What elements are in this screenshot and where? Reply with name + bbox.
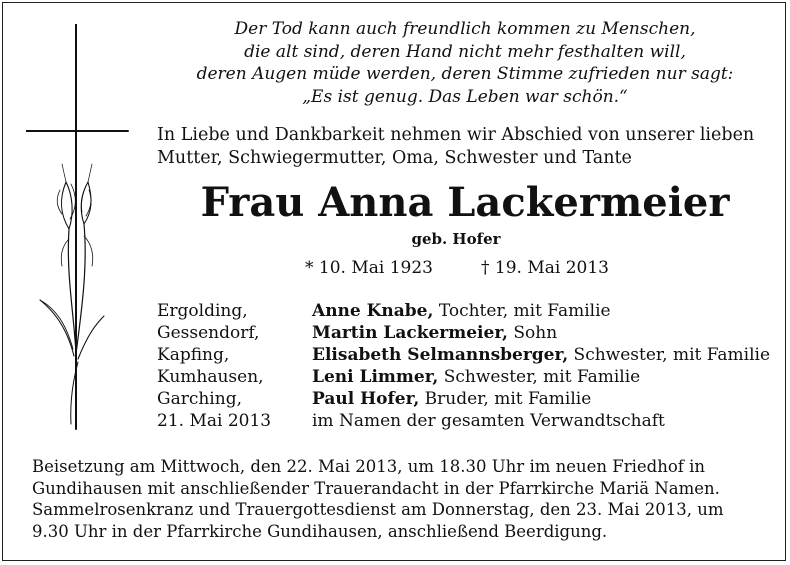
funeral-line: Gundihausen mit anschließender Trauerandacht in der Pfarrkirche Mariä Namen.	[32, 478, 720, 498]
poem-line: deren Augen müde werden, deren Stimme zufrieden nur sagt:	[196, 64, 734, 84]
poem-line: die alt sind, deren Hand nicht mehr festhalten will,	[244, 41, 686, 62]
maiden-name: geb. Hofer	[411, 230, 501, 248]
poem-line: „Es ist genug. Das Leben war schön.“	[302, 86, 628, 107]
mourner-name: Martin Lackermeier,	[312, 323, 508, 343]
mourner-name: Elisabeth Selmannsberger,	[312, 345, 569, 365]
mourner-row	[157, 388, 777, 410]
mourner-relation: Tochter, mit Familie	[438, 301, 611, 321]
mourner-row	[157, 300, 777, 322]
cross-with-wheat-icon	[26, 24, 136, 448]
mourner-place: Kumhausen,	[157, 367, 264, 387]
birth-date: * 10. Mai 1923	[305, 258, 433, 278]
mourner-place: Ergolding,	[157, 301, 248, 321]
mourner-row	[157, 366, 777, 388]
mourner-relation: Schwester, mit Familie	[573, 345, 771, 365]
notice-date: 21. Mai 2013	[157, 411, 272, 431]
mourner-place: Kapfing,	[157, 345, 230, 365]
mourner-name: Anne Knabe,	[312, 301, 434, 321]
intro-text	[157, 124, 777, 170]
funeral-details	[32, 456, 762, 542]
intro-line: Mutter, Schwiegermutter, Oma, Schwester und Tante	[157, 148, 632, 168]
poem	[150, 18, 780, 108]
mourner-relation: Sohn	[513, 323, 558, 343]
mourner-place: Gessendorf,	[157, 323, 260, 343]
mourner-relation: Bruder, mit Familie	[424, 389, 592, 409]
mourner-place: Garching,	[157, 389, 242, 409]
mourners-list	[157, 300, 777, 432]
mourner-name: Leni Limmer,	[312, 367, 439, 387]
poem-line: Der Tod kann auch freundlich kommen zu Menschen,	[234, 19, 696, 39]
mourner-row	[157, 410, 777, 432]
funeral-line: Sammelrosenkranz und Trauergottesdienst am Donnerstag, den 23. Mai 2013, um	[32, 500, 724, 519]
deceased-name: Frau Anna Lackermeier	[200, 179, 730, 226]
funeral-line: 9.30 Uhr in der Pfarrkirche Gundihausen, anschließend Beerdigung.	[32, 521, 608, 541]
mourner-row	[157, 322, 777, 344]
mourner-name: Paul Hofer,	[312, 389, 420, 409]
mourner-relation: Schwester, mit Familie	[443, 367, 641, 387]
funeral-line: Beisetzung am Mittwoch, den 22. Mai 2013, um 18.30 Uhr im neuen Friedhof in	[32, 457, 706, 476]
death-date: † 19. Mai 2013	[481, 258, 609, 278]
mourner-relation: im Namen der gesamten Verwandtschaft	[312, 411, 665, 431]
intro-line: In Liebe und Dankbarkeit nehmen wir Abschied von unserer lieben	[157, 125, 755, 145]
mourner-row	[157, 344, 777, 366]
